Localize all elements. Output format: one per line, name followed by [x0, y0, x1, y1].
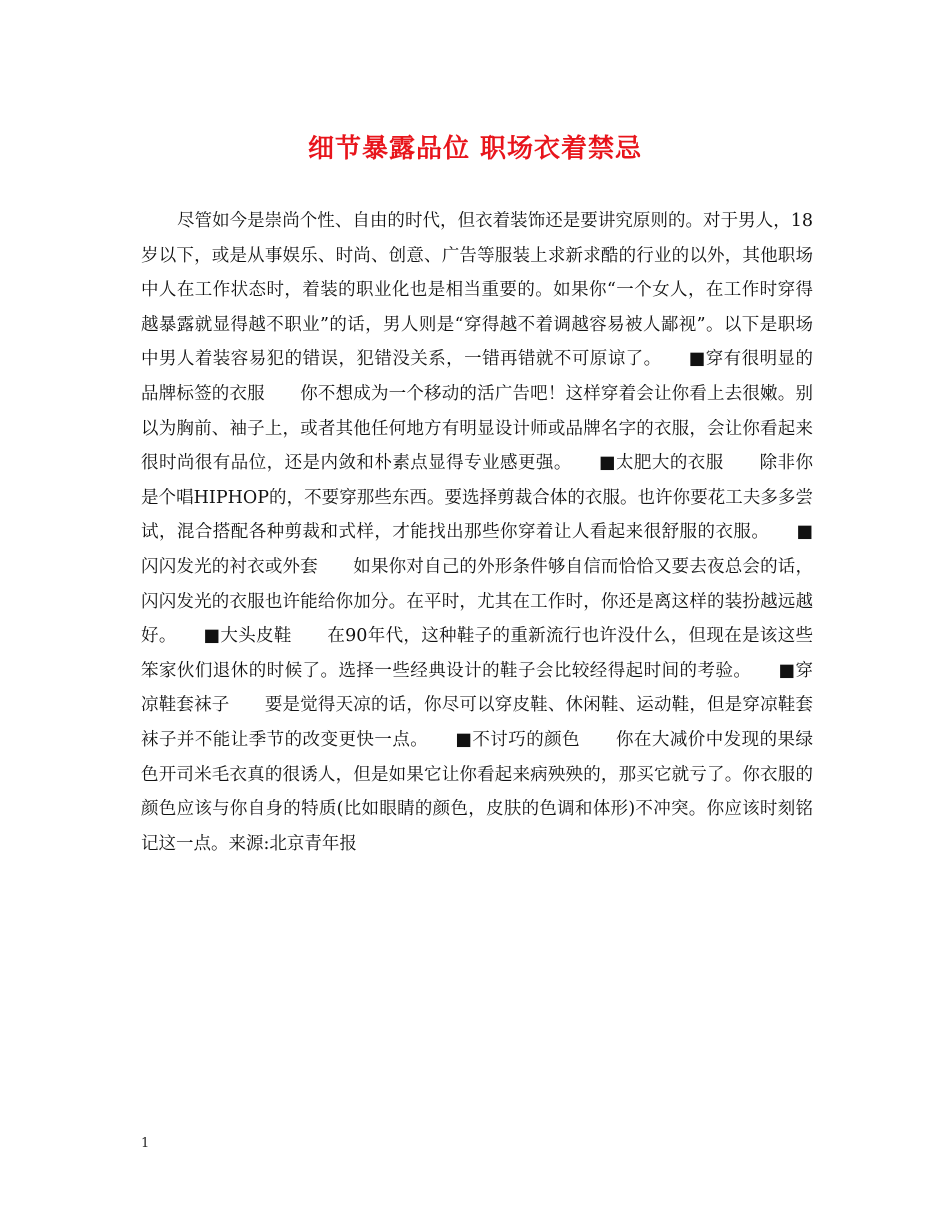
- page-number: 1: [141, 1136, 150, 1151]
- body-paragraph: 尽管如今是崇尚个性、自由的时代，但衣着装饰还是要讲究原则的。对于男人，18岁以下，或是从事娱乐、时尚、创意、广告等服装上求新求酷的行业的以外，其他职场中人在工作状态时，着装的职业化也是相当重要的。如果你“一个女人，在工作时穿得越暴露就显得越不职业”的话，男人则是“穿得越不着调越容易被人鄙视”。以下是职场中男人着装容易犯的错误，犯错没关系，一错再错就不可原谅了。 ■穿有很明显的品牌标签的衣服 你不想成为一个移动的活广告吧！这样穿着会让你看上去很嫩。别以为胸前、袖子上，或者其他任何地方有明显设计师或品牌名字的衣服，会让你看起来很时尚很有品位，还是内敛和朴素点显得专业感更强。 ■太肥大的衣服 除非你是个唱HIPHOP的，不要穿那些东西。要选择剪裁合体的衣服。也许你要花工夫多多尝试，混合搭配各种剪裁和式样，才能找出那些你穿着让人看起来很舒服的衣服。 ■闪闪发光的衬衣或外套 如果你对自己的外形条件够自信而恰恰又要去夜总会的话，闪闪发光的衣服也许能给你加分。在平时，尤其在工作时，你还是离这样的装扮越远越好。 ■大头皮鞋 在90年代，这种鞋子的重新流行也许没什么，但现在是该这些笨家伙们退休的时候了。选择一些经典设计的鞋子会比较经得起时间的考验。 ■穿凉鞋套袜子 要是觉得天凉的话，你尽可以穿皮鞋、休闲鞋、运动鞋，但是穿凉鞋套袜子并不能让季节的改变更快一点。 ■不讨巧的颜色 你在大减价中发现的果绿色开司米毛衣真的很诱人，但是如果它让你看起来病殃殃的，那买它就亏了。你衣服的颜色应该与你自身的特质(比如眼睛的颜色，皮肤的色调和体形)不冲突。你应该时刻铭记这一点。来源:北京青年报: [141, 211, 813, 854]
- document-title: 细节暴露品位 职场衣着禁忌: [307, 134, 643, 164]
